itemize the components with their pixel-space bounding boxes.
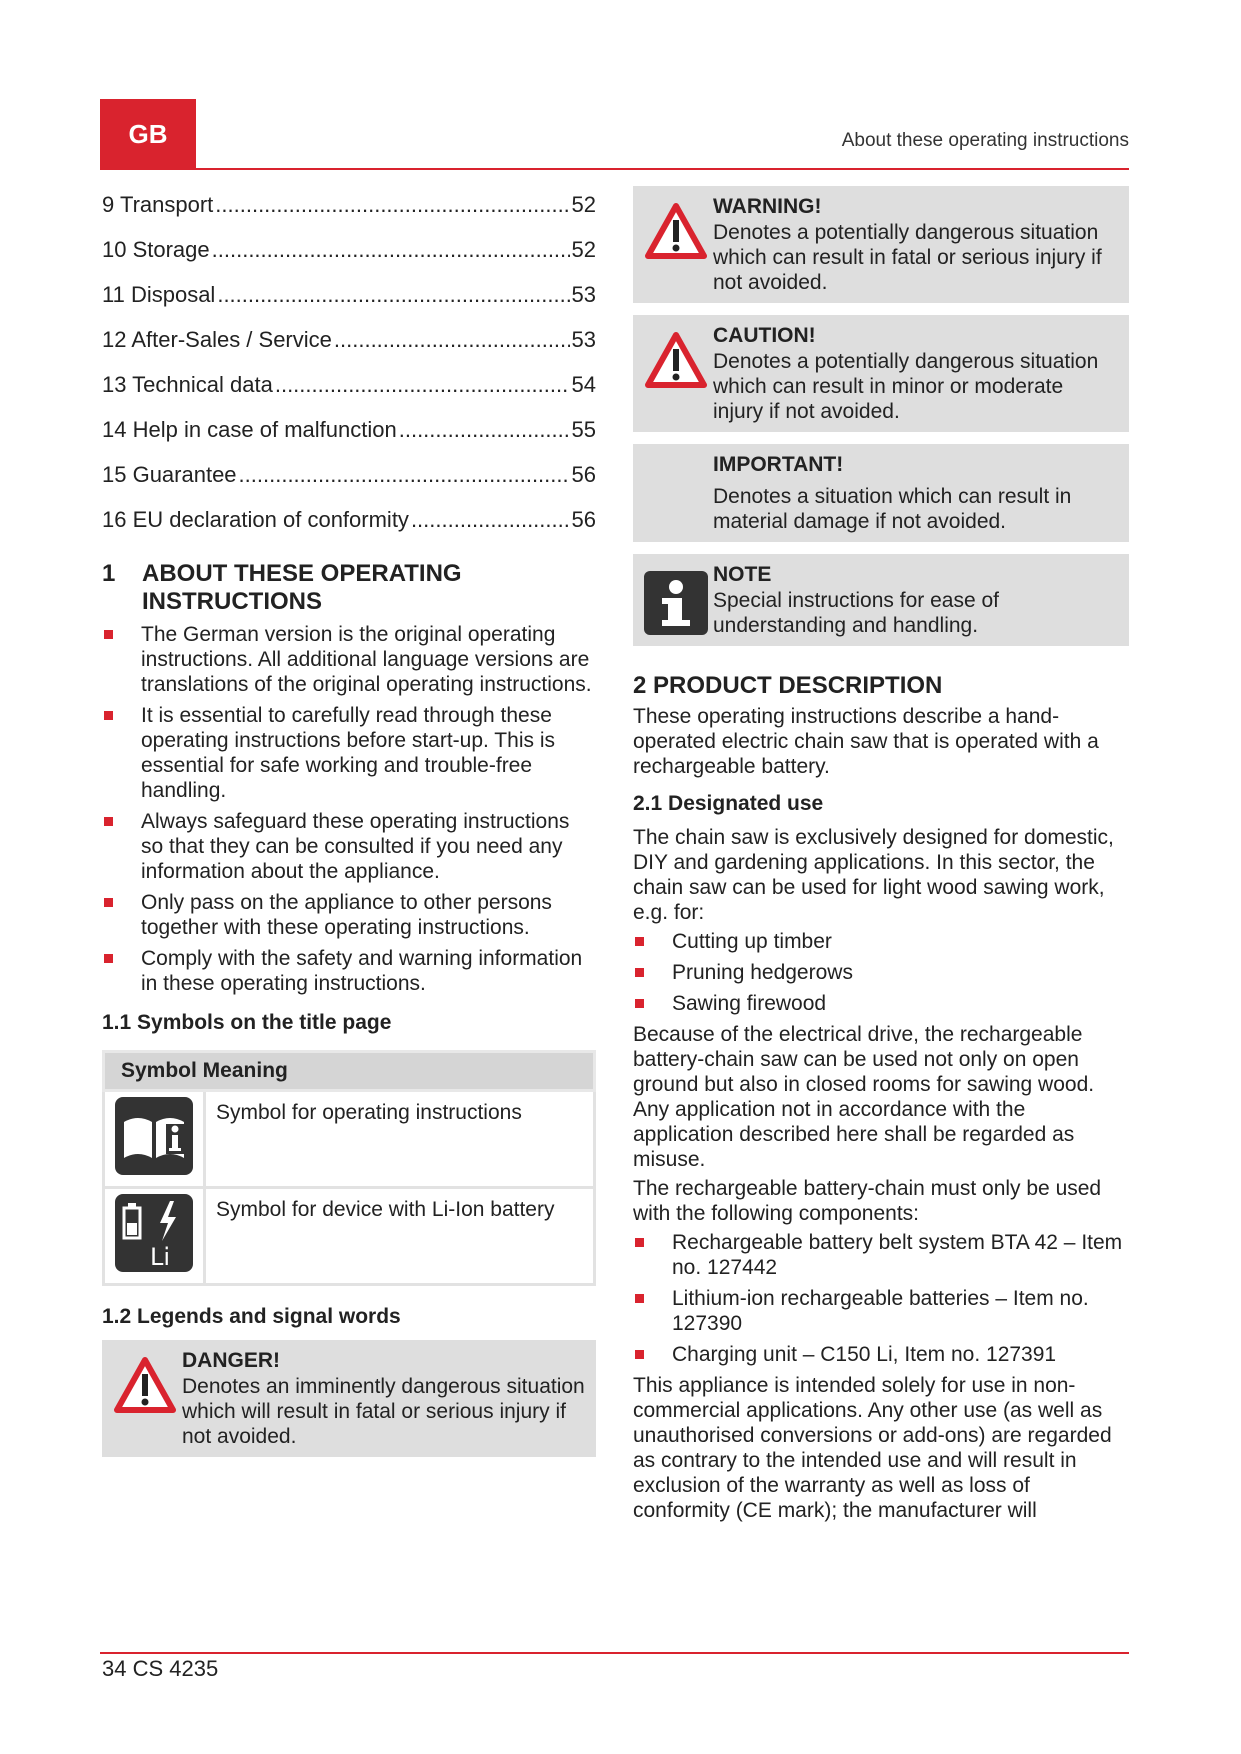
operating-instructions-icon bbox=[114, 1096, 194, 1176]
notice-icon-cell bbox=[639, 452, 713, 534]
page-footer: 34 CS 4235 bbox=[102, 1656, 219, 1681]
list-item-text: Charging unit – C150 Li, Item no. 127391 bbox=[672, 1343, 1057, 1366]
notice-title: DANGER! bbox=[182, 1349, 280, 1372]
symbol-cell bbox=[104, 1091, 205, 1188]
symbols-table-header: Symbol Meaning bbox=[104, 1052, 595, 1091]
toc-label: 13 Technical data bbox=[102, 372, 273, 397]
toc-entry[interactable] bbox=[102, 192, 596, 237]
notice-text: Denotes an imminently dangerous situation which will result in fatal or serious injury if not avoided. bbox=[182, 1375, 585, 1448]
right-column bbox=[633, 186, 1129, 1523]
list-item-text: Always safeguard these operating instructions so that they can be consulted if you need any information about the appliance. bbox=[141, 810, 570, 883]
subsection-1-1-title: 1.1 Symbols on the title page bbox=[102, 1011, 392, 1034]
toc-entry[interactable] bbox=[102, 372, 596, 417]
bullet-square-icon bbox=[635, 1350, 644, 1359]
list-item-text: Lithium-ion rechargeable batteries – Item no. 127390 bbox=[672, 1287, 1089, 1335]
toc-dots bbox=[215, 192, 569, 218]
toc-page: 56 bbox=[571, 462, 596, 487]
toc-entry[interactable] bbox=[102, 282, 596, 327]
toc-page: 53 bbox=[571, 282, 596, 307]
important-notice bbox=[633, 444, 1129, 542]
bullet-square-icon bbox=[635, 1238, 644, 1247]
toc-entry[interactable] bbox=[102, 237, 596, 282]
toc-entry[interactable] bbox=[102, 327, 596, 372]
list-item-text: Pruning hedgerows bbox=[672, 961, 853, 984]
toc-page: 52 bbox=[571, 237, 596, 262]
toc-dots bbox=[411, 507, 570, 533]
section-1-title: ABOUT THESE OPERATING INSTRUCTIONS bbox=[142, 560, 462, 615]
symbol-cell bbox=[104, 1188, 205, 1285]
bullet-square-icon bbox=[635, 937, 644, 946]
intended-use-text: This appliance is intended solely for use in non-commercial applications. Any other use (as well as unauthorised conversions or add-ons) are regarded as contrary to the intended use and will result in exclusion of the warranty as well as loss of conformity (CE mark); the manufacturer will bbox=[633, 1374, 1112, 1522]
toc-entry[interactable] bbox=[102, 462, 596, 507]
svg-text:Li: Li bbox=[150, 1243, 171, 1271]
table-row bbox=[104, 1091, 595, 1188]
bullet-square-icon bbox=[635, 968, 644, 977]
list-item bbox=[633, 1230, 1129, 1280]
notice-title: NOTE bbox=[713, 563, 772, 586]
language-tab bbox=[100, 99, 196, 169]
bullet-square-icon bbox=[635, 1294, 644, 1303]
bullet-square-icon bbox=[104, 954, 113, 963]
electric-drive-text: Because of the electrical drive, the rechargeable battery-chain saw can be used not only on open ground but also in closed rooms for sawing wood. Any application not in accordance with the application described here shall be regarded as misuse. bbox=[633, 1023, 1095, 1171]
list-item bbox=[633, 1342, 1129, 1367]
notice-icon-cell bbox=[108, 1348, 182, 1449]
list-item-text: Sawing firewood bbox=[672, 992, 827, 1015]
list-item bbox=[102, 890, 596, 940]
list-item bbox=[633, 929, 1129, 954]
section-1-heading bbox=[102, 560, 596, 616]
toc-dots bbox=[399, 417, 570, 443]
section-2-intro: These operating instructions describe a hand-operated electric chain saw that is operated with a rechargeable battery. bbox=[633, 705, 1099, 778]
toc-page: 55 bbox=[571, 417, 596, 442]
list-item bbox=[102, 946, 596, 996]
left-column bbox=[102, 192, 596, 1457]
running-header: About these operating instructions bbox=[841, 130, 1129, 151]
subsection-2-1-title: 2.1 Designated use bbox=[633, 792, 824, 815]
table-of-contents bbox=[102, 192, 596, 552]
notice-text: Denotes a potentially dangerous situation which can result in minor or moderate injury if not avoided. bbox=[713, 350, 1099, 423]
notice-title: WARNING! bbox=[713, 195, 822, 218]
notice-text: Denotes a potentially dangerous situation which can result in fatal or serious injury if not avoided. bbox=[713, 221, 1102, 294]
toc-label: 14 Help in case of malfunction bbox=[102, 417, 397, 442]
warning-triangle-icon bbox=[644, 202, 708, 260]
symbol-meaning: Symbol for device with Li-Ion battery bbox=[205, 1188, 595, 1285]
component-bullets bbox=[633, 1230, 1129, 1367]
symbols-table bbox=[102, 1050, 596, 1286]
notice-text: Denotes a situation which can result in material damage if not avoided. bbox=[713, 485, 1072, 533]
warning-notice bbox=[633, 186, 1129, 303]
list-item-text: Rechargeable battery belt system BTA 42 – Item no. 127442 bbox=[672, 1231, 1123, 1279]
list-item bbox=[633, 991, 1129, 1016]
subsection-1-2-title: 1.2 Legends and signal words bbox=[102, 1305, 401, 1328]
bullet-square-icon bbox=[104, 711, 113, 720]
notice-icon-cell bbox=[639, 323, 713, 424]
bullet-square-icon bbox=[104, 817, 113, 826]
toc-label: 9 Transport bbox=[102, 192, 214, 217]
footer-rule bbox=[100, 1652, 1129, 1654]
list-item bbox=[102, 703, 596, 803]
section-2-title: 2 PRODUCT DESCRIPTION bbox=[633, 672, 943, 699]
list-item-text: The German version is the original operating instructions. All additional language versions are translations of the original operating instructions. bbox=[141, 623, 592, 696]
symbol-meaning: Symbol for operating instructions bbox=[205, 1091, 595, 1188]
toc-page: 56 bbox=[571, 507, 596, 532]
bullet-square-icon bbox=[104, 898, 113, 907]
warning-triangle-icon bbox=[644, 331, 708, 389]
list-item-text: Only pass on the appliance to other persons together with these operating instructions. bbox=[141, 891, 552, 939]
list-item-text: It is essential to carefully read through these operating instructions before start-up. This is essential for safe working and trouble-free handling. bbox=[141, 704, 555, 802]
use-bullets bbox=[633, 929, 1129, 1016]
li-ion-battery-icon bbox=[114, 1193, 194, 1273]
toc-dots bbox=[239, 462, 570, 488]
toc-page: 54 bbox=[571, 372, 596, 397]
language-tab-label: GB bbox=[128, 118, 168, 149]
list-item-text: Cutting up timber bbox=[672, 930, 832, 953]
toc-label: 11 Disposal bbox=[102, 282, 216, 307]
notice-icon-cell bbox=[639, 194, 713, 295]
warning-triangle-icon bbox=[113, 1356, 177, 1414]
toc-dots bbox=[217, 282, 569, 308]
header-rule bbox=[100, 168, 1129, 170]
toc-label: 10 Storage bbox=[102, 237, 210, 262]
toc-dots bbox=[212, 237, 570, 263]
bullet-square-icon bbox=[104, 630, 113, 639]
bullet-square-icon bbox=[635, 999, 644, 1008]
notice-text: Special instructions for ease of understanding and handling. bbox=[713, 589, 999, 637]
toc-page: 52 bbox=[571, 192, 596, 217]
toc-entry[interactable] bbox=[102, 417, 596, 462]
toc-dots bbox=[275, 372, 570, 398]
notice-title: CAUTION! bbox=[713, 324, 816, 347]
danger-notice bbox=[102, 1340, 596, 1457]
list-item bbox=[102, 622, 596, 697]
section-1-bullets bbox=[102, 622, 596, 996]
notice-title: IMPORTANT! bbox=[713, 453, 844, 476]
caution-notice bbox=[633, 315, 1129, 432]
toc-dots bbox=[334, 327, 570, 353]
toc-label: 16 EU declaration of conformity bbox=[102, 507, 409, 532]
list-item bbox=[102, 809, 596, 884]
notice-icon-cell bbox=[639, 562, 713, 638]
list-item bbox=[633, 960, 1129, 985]
designated-use-text: The chain saw is exclusively designed for domestic, DIY and gardening applications. In this sector, the chain saw can be used for light wood sawing work, e.g. for: bbox=[633, 826, 1114, 924]
info-icon bbox=[643, 570, 709, 636]
toc-label: 12 After-Sales / Service bbox=[102, 327, 332, 352]
components-text: The rechargeable battery-chain must only be used with the following components: bbox=[633, 1177, 1102, 1225]
toc-entry[interactable] bbox=[102, 507, 596, 552]
toc-label: 15 Guarantee bbox=[102, 462, 237, 487]
table-row bbox=[104, 1188, 595, 1285]
section-1-number: 1 bbox=[102, 560, 116, 587]
toc-page: 53 bbox=[571, 327, 596, 352]
list-item bbox=[633, 1286, 1129, 1336]
list-item-text: Comply with the safety and warning information in these operating instructions. bbox=[141, 947, 583, 995]
note-notice bbox=[633, 554, 1129, 646]
